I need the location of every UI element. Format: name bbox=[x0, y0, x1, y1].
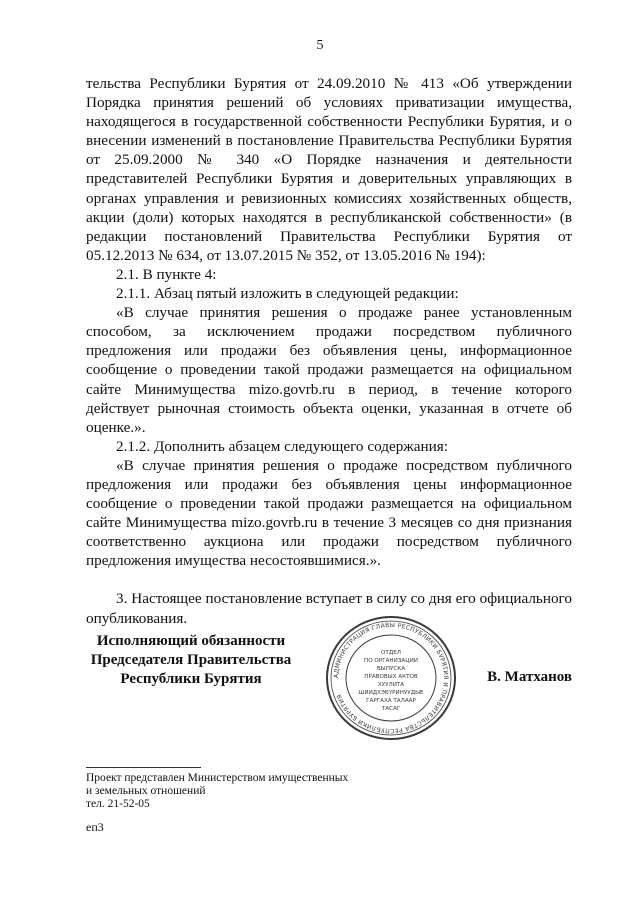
paragraph-quote-1: «В случае принятия решения о продаже ранее установленным способом, за исключением продажи посредством публичного предложения или продажи без объявления цены, информационное сообщение о проведении такой продажи размещается на официальном сайте Минимущества mizo.govrb.ru в период, в течение которого действует рыночная стоимость объекта оценки, указанная в отчете об оценке.». bbox=[86, 304, 572, 436]
paragraph-quote-2: «В случае принятия решения о продаже посредством публичного предложения или продажи без объявления цены информационное сообщение о проведении такой продажи размещается на официальном сайте Минимущества mizo.govrb.ru в течение 3 месяцев со дня признания соответственно аукциона или продажи посредством публичного предложения имущества несостоявшимися.». bbox=[86, 456, 572, 570]
paragraph-preamble: тельства Республики Бурятия от 24.09.2010 № 413 «Об утверждении Порядка принятия решений об условиях приватизации имущества, находящегося в государственной собственности Республики Бурятия, и о внесении изменений в постановление Правительства Республики Бурятия от 25.09.2000 № 340 «О Порядке назначения и деятельности представителей Республики Бурятия и доверительных управляющих в органах управления и ревизионных комиссиях хозяйственных обществ, акции (доли) которых находятся в республиканской собственности» (в редакции постановлений Правительства Республики Бурятия от 05.12.2013 № 634, от 13.07.2015 № 352, от 13.05.2016 № 194): bbox=[86, 75, 572, 264]
seal-text-line: ВЫПУСКА bbox=[376, 666, 406, 672]
signer-title bbox=[86, 632, 296, 689]
signature-block bbox=[86, 614, 572, 744]
footer-note-line: тел. 21-52-05 bbox=[86, 798, 150, 810]
signer-title-line: Исполняющий обязанности bbox=[96, 633, 286, 649]
paragraph-clause-2-1: 2.1. В пункте 4: bbox=[116, 265, 217, 283]
signer-title-line: Председателя Правительства bbox=[90, 652, 292, 668]
page-number: 5 bbox=[316, 38, 324, 53]
seal-text-line: ШИИДХЭБҮРИНУУДЫЕ bbox=[358, 690, 424, 696]
seal-outer-text: АДМИНИСТРАЦИЯ ГЛАВЫ РЕСПУБЛИКИ БУРЯТИЯ И ПРАВИТЕЛЬСТВА РЕСПУБЛИКИ БУРЯТИЯ bbox=[332, 621, 450, 735]
seal-text-line: ОТДЕЛ bbox=[381, 650, 401, 656]
footer-note-line: Проект представлен Министерством имущественных bbox=[86, 772, 349, 784]
signer-title-line: Республики Бурятия bbox=[120, 671, 262, 687]
seal-text-line: ХУУЛИТА bbox=[377, 682, 405, 688]
seal-text-line: ПРАВОВЫХ АКТОВ bbox=[364, 674, 418, 680]
document-code: еп3 bbox=[86, 820, 104, 834]
footer-note-line: и земельных отношений bbox=[86, 785, 206, 797]
seal-text-line: ПО ОРГАНИЗАЦИИ bbox=[364, 658, 418, 664]
document-body bbox=[86, 74, 572, 628]
footer-note bbox=[86, 772, 348, 811]
seal-text-line: ТАСАГ bbox=[381, 706, 401, 712]
paragraph-clause-2-1-2: 2.1.2. Дополнить абзацем следующего содержания: bbox=[116, 437, 448, 455]
signer-name: В. Матханов bbox=[487, 669, 572, 685]
seal-text-line: ГАРГАХА ТАЛААР bbox=[366, 698, 416, 704]
footer-divider bbox=[86, 767, 201, 768]
paragraph-effective-date: 3. Настоящее постановление вступает в силу со дня его официального опубликования. bbox=[86, 590, 572, 627]
official-seal bbox=[324, 614, 458, 742]
paragraph-clause-2-1-1: 2.1.1. Абзац пятый изложить в следующей редакции: bbox=[116, 285, 459, 303]
